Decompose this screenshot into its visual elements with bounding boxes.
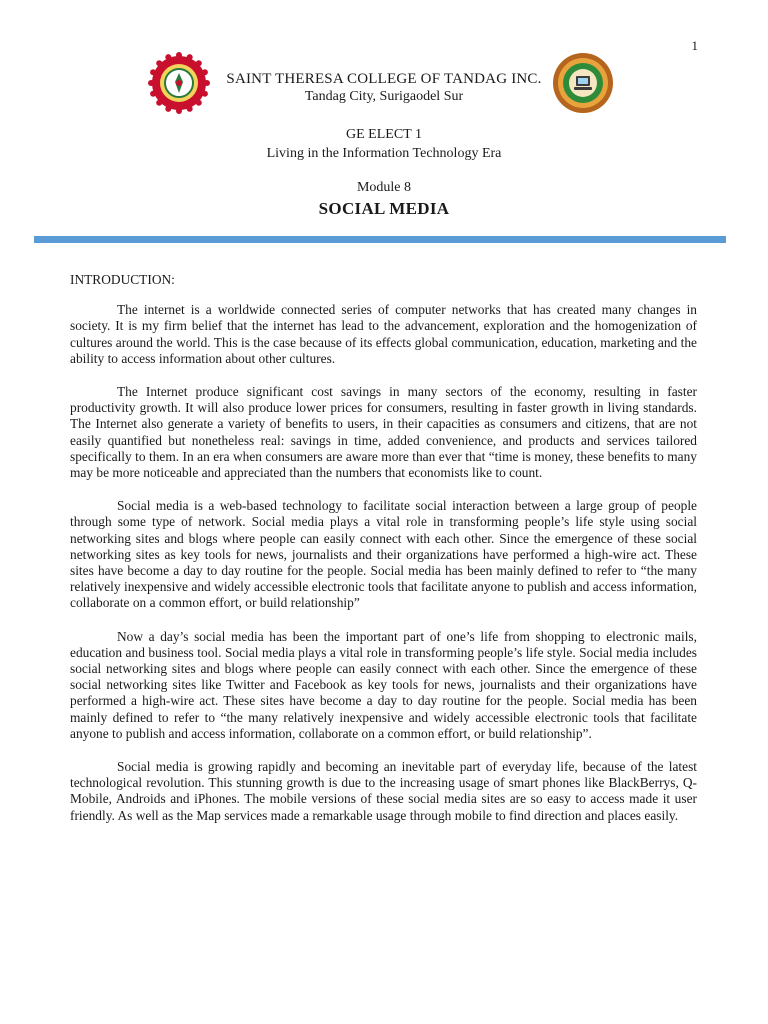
paragraph: The Internet produce significant cost savings in many sectors of the economy, resulting in faster productivity growth. It will also produce lower prices for consumers, resulting in faster growth in living standards. The Internet also generate a variety of benefits to users, in their capacities as consumers and citizens, that are not easily quantified but nonetheless real: savings in time, added convenience, and products and services tailored specifically to them. In an era when consumers are aware more than ever that “time is money, these benefits to many may be more noticeable and appreciated than the numbers that economists like to count. <box>70 384 697 481</box>
module-title: SOCIAL MEDIA <box>318 199 450 218</box>
section-divider <box>34 236 726 243</box>
paragraph: Now a day’s social media has been the important part of one’s life from shopping to electronic mails, education and business tool. Social media plays a vital role in transforming people’s life style. Social media includes social networking sites and blogs where people can easily connect with each other. Since the emergence of these social networking sites like Twitter and Facebook as key tools for news, journalists and their organizations have performed a high-wire act. These sites have become a day to day routine for the people. Social media has been mainly defined to refer to “the many relatively inexpensive and widely accessible electronic tools that facilitate anyone to publish and access information, collaborate on a common effort, or build relationship”. <box>70 628 697 741</box>
paragraph: The internet is a worldwide connected series of computer networks that has created many changes in society. It is my firm belief that the internet has lead to the advancement, exploration and the homogenization of cultures around the world. This is the case because of its effects global communication, education, marketing and the ability to access information about other cultures. <box>70 302 697 366</box>
paragraph: Social media is a web-based technology to facilitate social interaction between a large group of people through some type of network. Social media plays a vital role in transforming people’s life style using social networking sites and blogs where people can easily connect with each other. Since the emergence of these social networking sites as key tools for news, journalists and their organizations have performed a high-wire act. These sites have become a day to day routine for the people. Social media has been mainly defined to refer to “the many relatively inexpensive and widely accessible electronic tools that facilitate anyone to publish and access information, collaborate on a common effort, or build relationship” <box>70 498 697 611</box>
school-location: Tandag City, Surigaodel Sur <box>304 89 464 104</box>
school-header <box>0 70 768 106</box>
course-code: GE ELECT 1 <box>346 127 422 142</box>
course-title: Living in the Information Technology Era <box>266 146 502 161</box>
section-heading: INTRODUCTION: <box>70 272 175 287</box>
page-number: 1 <box>691 38 698 53</box>
document-body <box>70 272 697 841</box>
school-name: SAINT THERESA COLLEGE OF TANDAG INC. <box>226 71 542 87</box>
paragraph: Social media is growing rapidly and becoming an inevitable part of everyday life, because of the latest technological revolution. This stunning growth is due to the increasing usage of smart phones like BlackBerrys, Q-Mobile, Androids and iPhones. The mobile versions of these social media sites are so easy to access made it user friendly. As well as the Map services made a remarkable usage through mobile to find direction and places easily. <box>70 759 697 823</box>
module-label: Module 8 <box>356 180 412 195</box>
